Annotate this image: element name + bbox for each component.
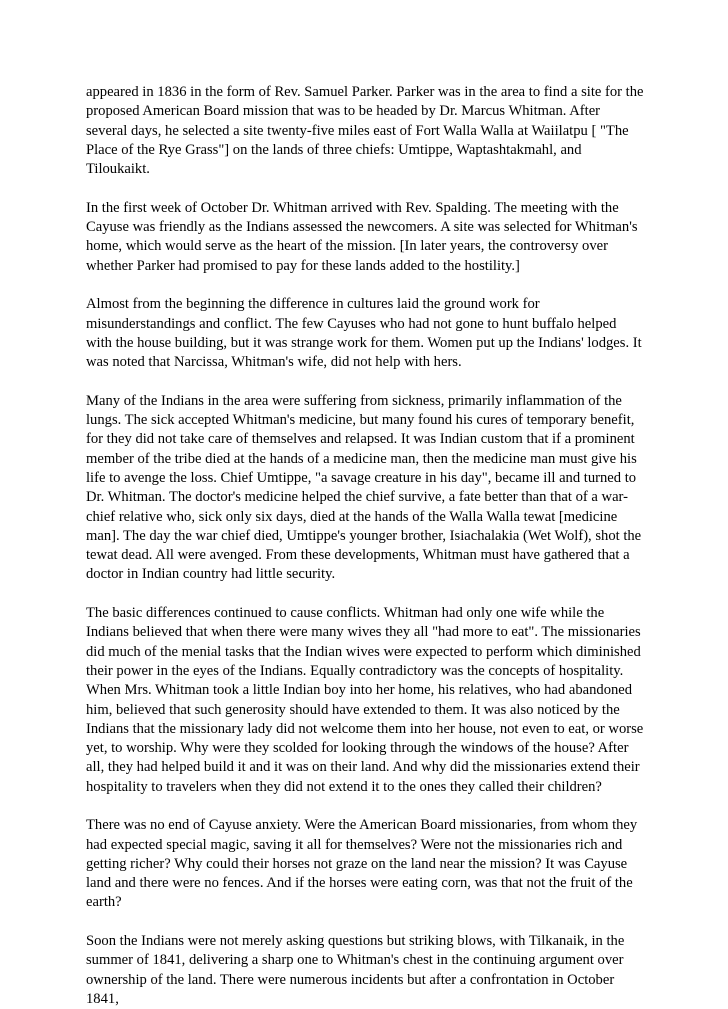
paragraph-whitman-arrival: In the first week of October Dr. Whitman arrived with Rev. Spalding. The meeting with the Cayuse was friendly as the Indians assessed the newcomers. A site was selected for Whitman's home, which would serve as the heart of the mission. [In later years, the controversy over whether Parker had promised to pay for these lands added to the hostility.] [86,199,638,274]
paragraph-parker-arrival: appeared in 1836 in the form of Rev. Samuel Parker. Parker was in the area to find a site for the proposed American Board mission that was to be headed by Dr. Marcus Whitman. After several days, he selected a site twenty-five miles east of Fort Walla Walla at Waiilatpu [ "The Place of the Rye Grass"] on the lands of three chiefs: Umtippe, Waptashtakmahl, and Tiloukaikt. [86,84,644,178]
paragraph-cultural-differences: Almost from the beginning the difference in cultures laid the ground work for misunderstandings and conflict. The few Cayuses who had not gone to hunt buffalo helped with the house building, but it was strange work for them. Women put up the Indians' lodges. It was noted that Narcissa, Whitman's wife, did not help with hers. [86,296,642,371]
paragraph-sickness-medicine: Many of the Indians in the area were suffering from sickness, primarily inflammation of the lungs. The sick accepted Whitman's medicine, but many found his cures of temporary benefit, for they did not take care of themselves and relapsed. It was Indian custom that if a prominent member of the tribe died at the hands of a medicine man, then the medicine man must give his life to avenge the loss. Chief Umtippe, "a savage creature in his day", became ill and turned to Dr. Whitman. The doctor's medicine helped the chief survive, a fate better than that of a war-chief relative who, sick only six days, died at the hands of the Walla Walla tewat [medicine man]. The day the war chief died, Umtippe's younger brother, Isiachalakia (Wet Wolf), shot the tewat dead. All were avenged. From these developments, Whitman must have gathered that a doctor in Indian country had little security. [86,392,642,583]
paragraph-cayuse-anxiety: There was no end of Cayuse anxiety. Were the American Board missionaries, from whom they had expected special magic, saving it all for themselves? Were not the missionaries rich and getting richer? Why could their horses not graze on the land near the mission? It was Cayuse land and there were no fences. And if the horses were eating corn, was that not the fruit of the earth? [86,817,638,911]
document-page [86,83,644,1009]
paragraph-striking-blows: Soon the Indians were not merely asking questions but striking blows, with Tilkanaik, in the summer of 1841, delivering a sharp one to Whitman's chest in the continuing argument over ownership of the land. There were numerous incidents but after a confrontation in October 1841, [86,933,625,1007]
paragraph-basic-differences: The basic differences continued to cause conflicts. Whitman had only one wife while the Indians believed that when there were many wives they all "had more to eat". The missionaries did much of the menial tasks that the Indian wives were expected to perform which diminished their power in the eyes of the Indians. Equally contradictory was the concepts of hospitality. When Mrs. Whitman took a little Indian boy into her home, his relatives, who had abandoned him, believed that such generosity should have extended to them. It was also noticed by the Indians that the missionary lady did not welcome them into her house, not even to eat, or worse yet, to worship. Why were they scolded for looking through the windows of the house? After all, they had helped build it and it was on their land. And why did the missionaries extend their hospitality to travelers when they did not extend it to the ones they called their children? [86,605,644,795]
